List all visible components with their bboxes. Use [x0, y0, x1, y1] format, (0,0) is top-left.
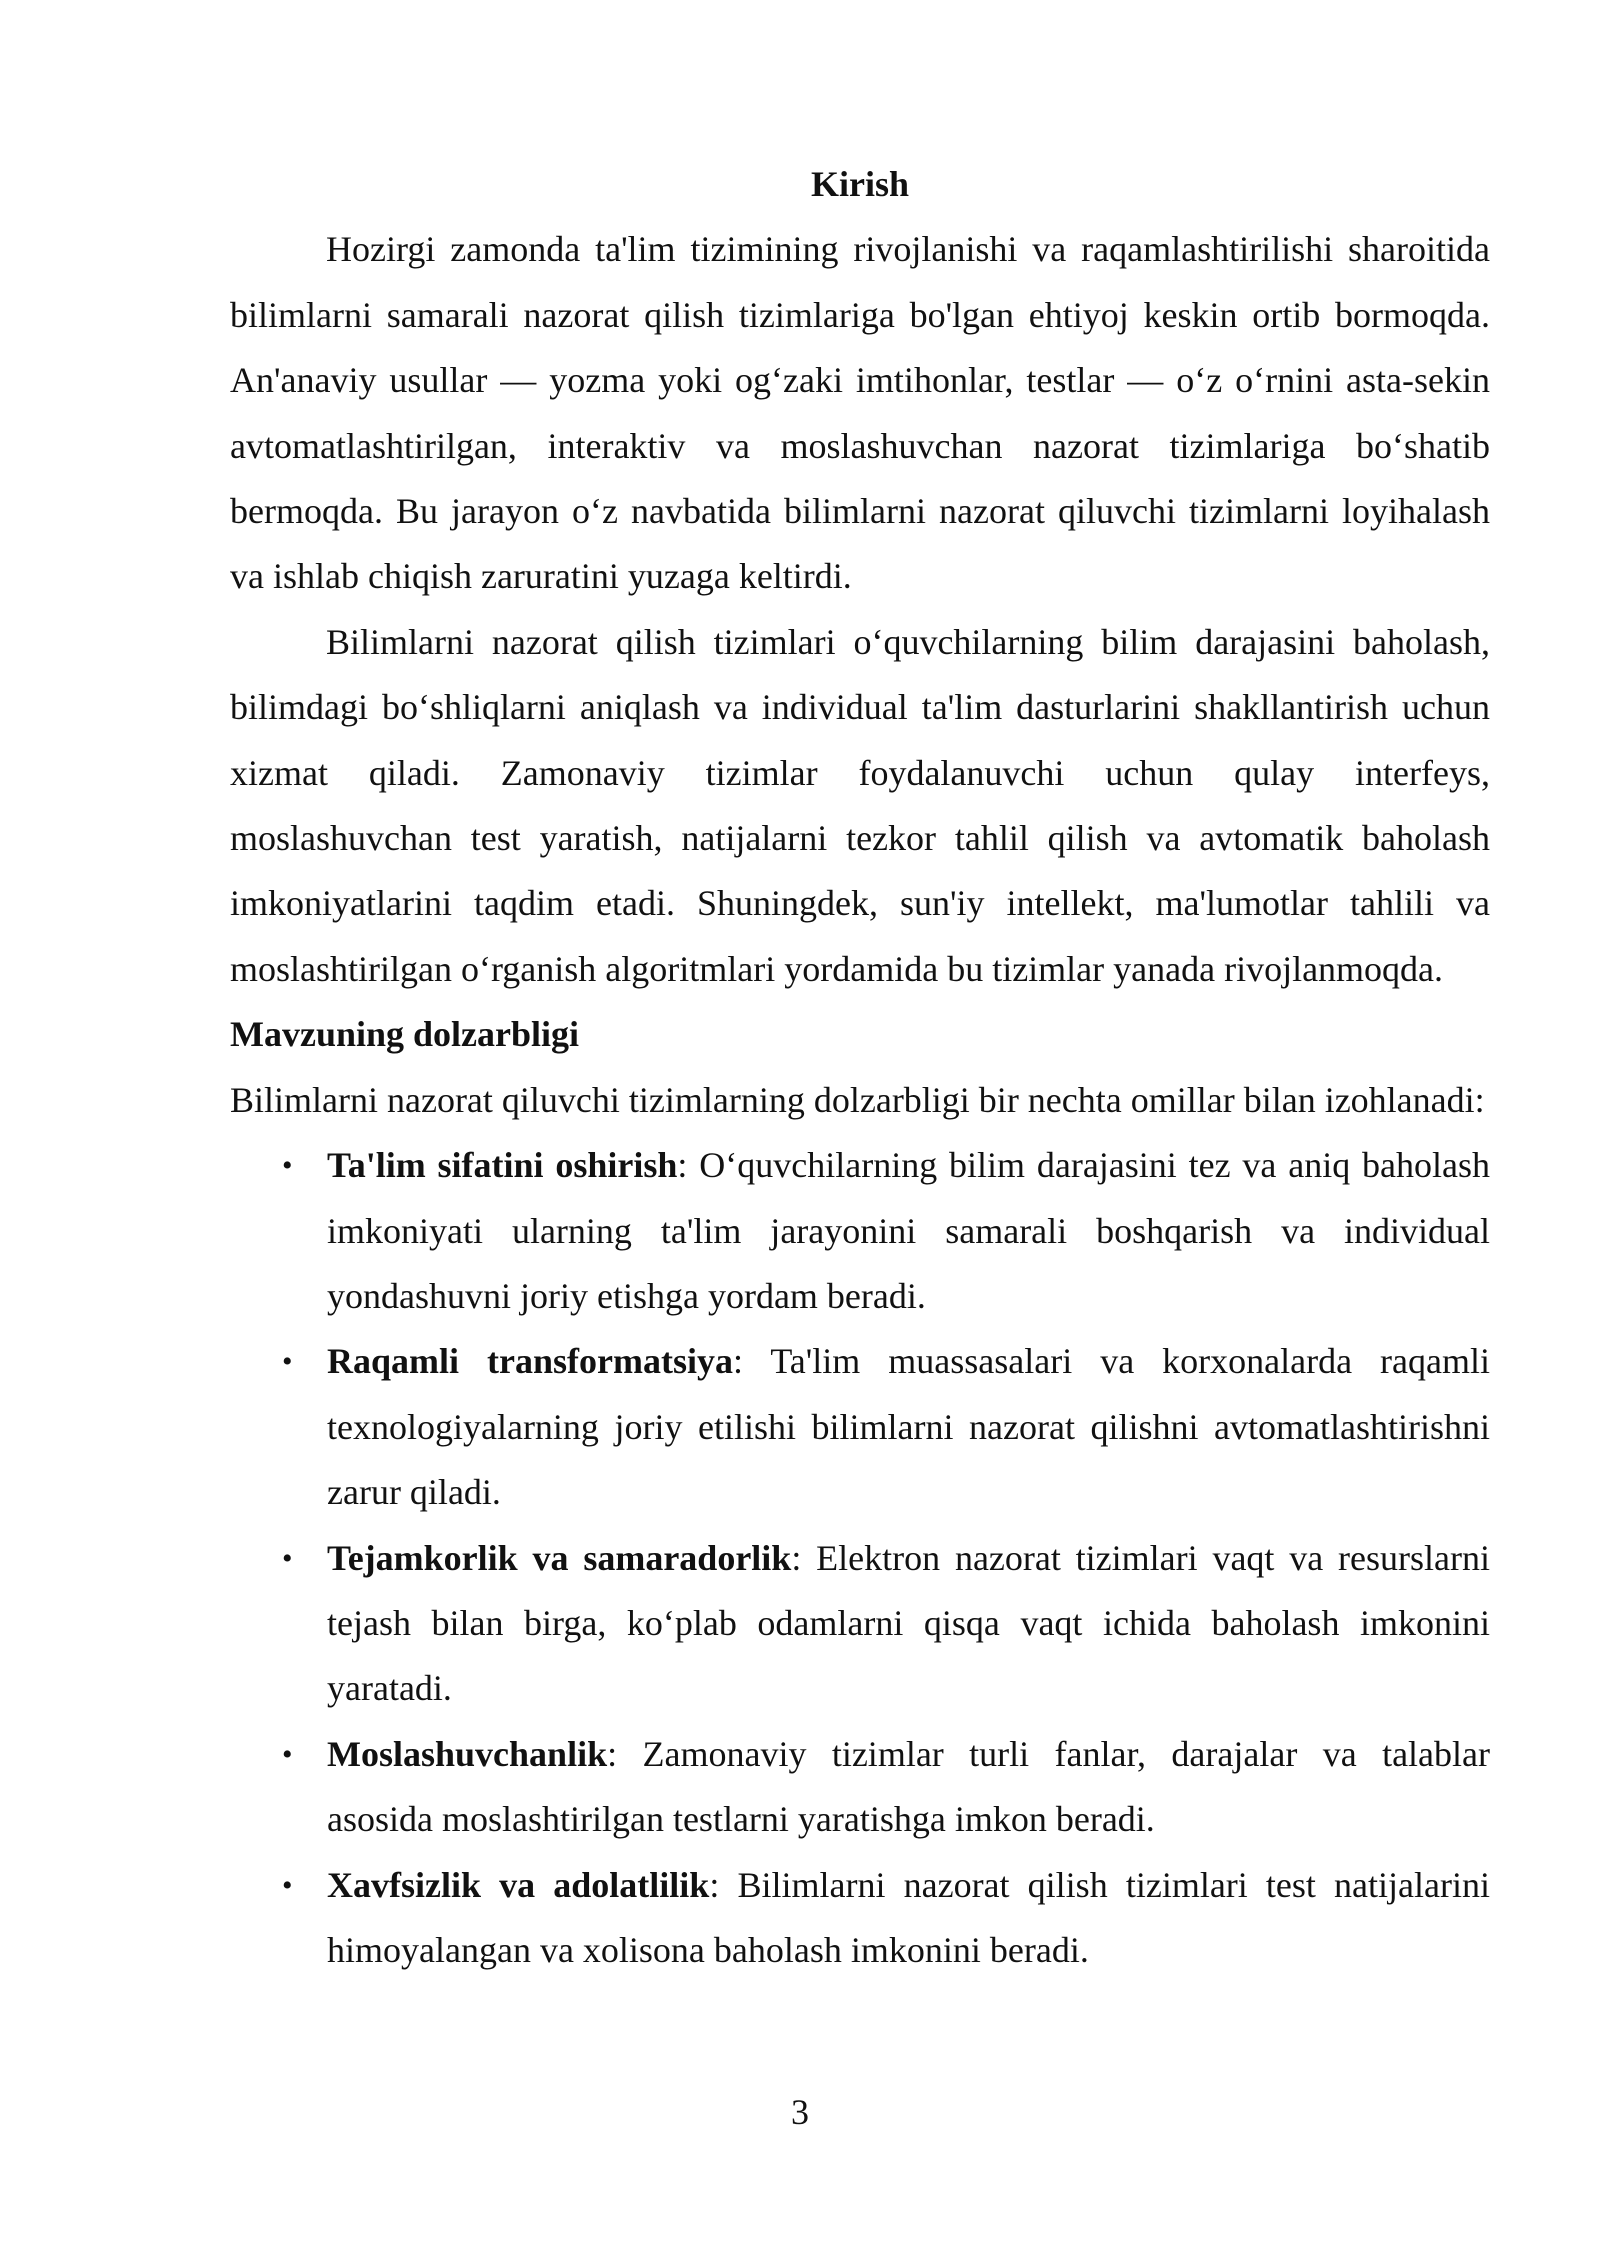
item-text: Zamonaviy tizimlar turli fanlar, darajalar va talablar asosida moslashtirilgan testlarni yaratishga imkon beradi. — [327, 1733, 1490, 1840]
intro-paragraph-1: Hozirgi zamonda ta'lim tizimining rivojlanishi va raqamlashtirilishi sharoitida bilimlarni samarali nazorat qilish tizimlariga bo'lgan ehtiyoj keskin ortib bormoqda. An'anaviy usullar — yozma yoki og‘zaki imtihonlar, testlar — o‘z o‘rnini asta-sekin avtomatlashtirilgan, interaktiv va moslashuvchan nazorat tizimlariga bo‘shatib bermoqda. Bu jarayon o‘z navbatida bilimlarni nazorat qiluvchi tizimlarni loyihalash va ishlab chiqish zaruratini yuzaga keltirdi. — [230, 229, 1490, 597]
bullet-icon: • — [282, 1868, 293, 1902]
item-term: Ta'lim sifatini oshirish — [327, 1145, 678, 1186]
section-intro: Bilimlarni nazorat qiluvchi tizimlarning dolzarbligi bir nechta omillar bilan izohlanadi: — [230, 1079, 1485, 1120]
list-item — [230, 1853, 1490, 1984]
item-text: Ta'lim muassasalari va korxonalarda raqamli texnologiyalarning joriy etilishi bilimlarni nazorat qilishni avtomatlashtirishni zarur qiladi. — [327, 1341, 1491, 1513]
page-number: 3 — [791, 2092, 809, 2132]
item-text: Bilimlarni nazorat qilish tizimlari test natijalarini himoyalangan va xolisona baholash imkonini beradi. — [327, 1864, 1490, 1970]
item-separator: : — [791, 1537, 802, 1578]
item-separator: : — [709, 1864, 720, 1905]
item-term: Raqamli transformatsiya — [327, 1341, 733, 1382]
item-term: Xavfsizlik va adolatlilik — [327, 1864, 710, 1905]
page-title: Kirish — [810, 164, 909, 204]
item-text: O‘quvchilarning bilim darajasini tez va aniq baholash imkoniyati ularning ta'lim jarayonini samarali boshqarish va individual yondashuvni joriy etishga yordam beradi. — [327, 1145, 1490, 1316]
item-text: Elektron nazorat tizimlari vaqt va resurslarni tejash bilan birga, ko‘plab odamlarni qisqa vaqt ichida baholash imkonini yaratadi. — [327, 1537, 1490, 1709]
list-item — [230, 1329, 1490, 1525]
list-item — [230, 1722, 1490, 1853]
item-separator: : — [732, 1341, 743, 1382]
list-item — [230, 1526, 1490, 1722]
bullet-icon: • — [282, 1541, 293, 1575]
item-term: Moslashuvchanlik — [327, 1733, 608, 1774]
relevance-list — [230, 1133, 1490, 1983]
item-term: Tejamkorlik va samaradorlik — [327, 1537, 792, 1578]
bullet-icon: • — [282, 1737, 293, 1771]
bullet-icon: • — [282, 1149, 293, 1183]
item-separator: : — [677, 1145, 688, 1186]
intro-paragraph-2: Bilimlarni nazorat qilish tizimlari o‘quvchilarning bilim darajasini baholash, bilimdagi bo‘shliqlarni aniqlash va individual ta'lim dasturlarini shakllantirish uchun xizmat qiladi. Zamonaviy tizimlar foydalanuvchi uchun qulay interfeys, moslashuvchan test yaratish, natijalarni tezkor tahlil qilish va avtomatik baholash imkoniyatlarini taqdim etadi. Shuningdek, sun'iy intellekt, ma'lumotlar tahlili va moslashtirilgan o‘rganish algoritmlari yordamida bu tizimlar yanada rivojlanmoqda. — [230, 621, 1490, 989]
section-heading: Mavzuning dolzarbligi — [230, 1014, 580, 1055]
item-separator: : — [607, 1733, 618, 1774]
document-page — [230, 152, 1490, 1983]
list-item — [230, 1133, 1490, 1329]
bullet-icon: • — [282, 1345, 293, 1379]
